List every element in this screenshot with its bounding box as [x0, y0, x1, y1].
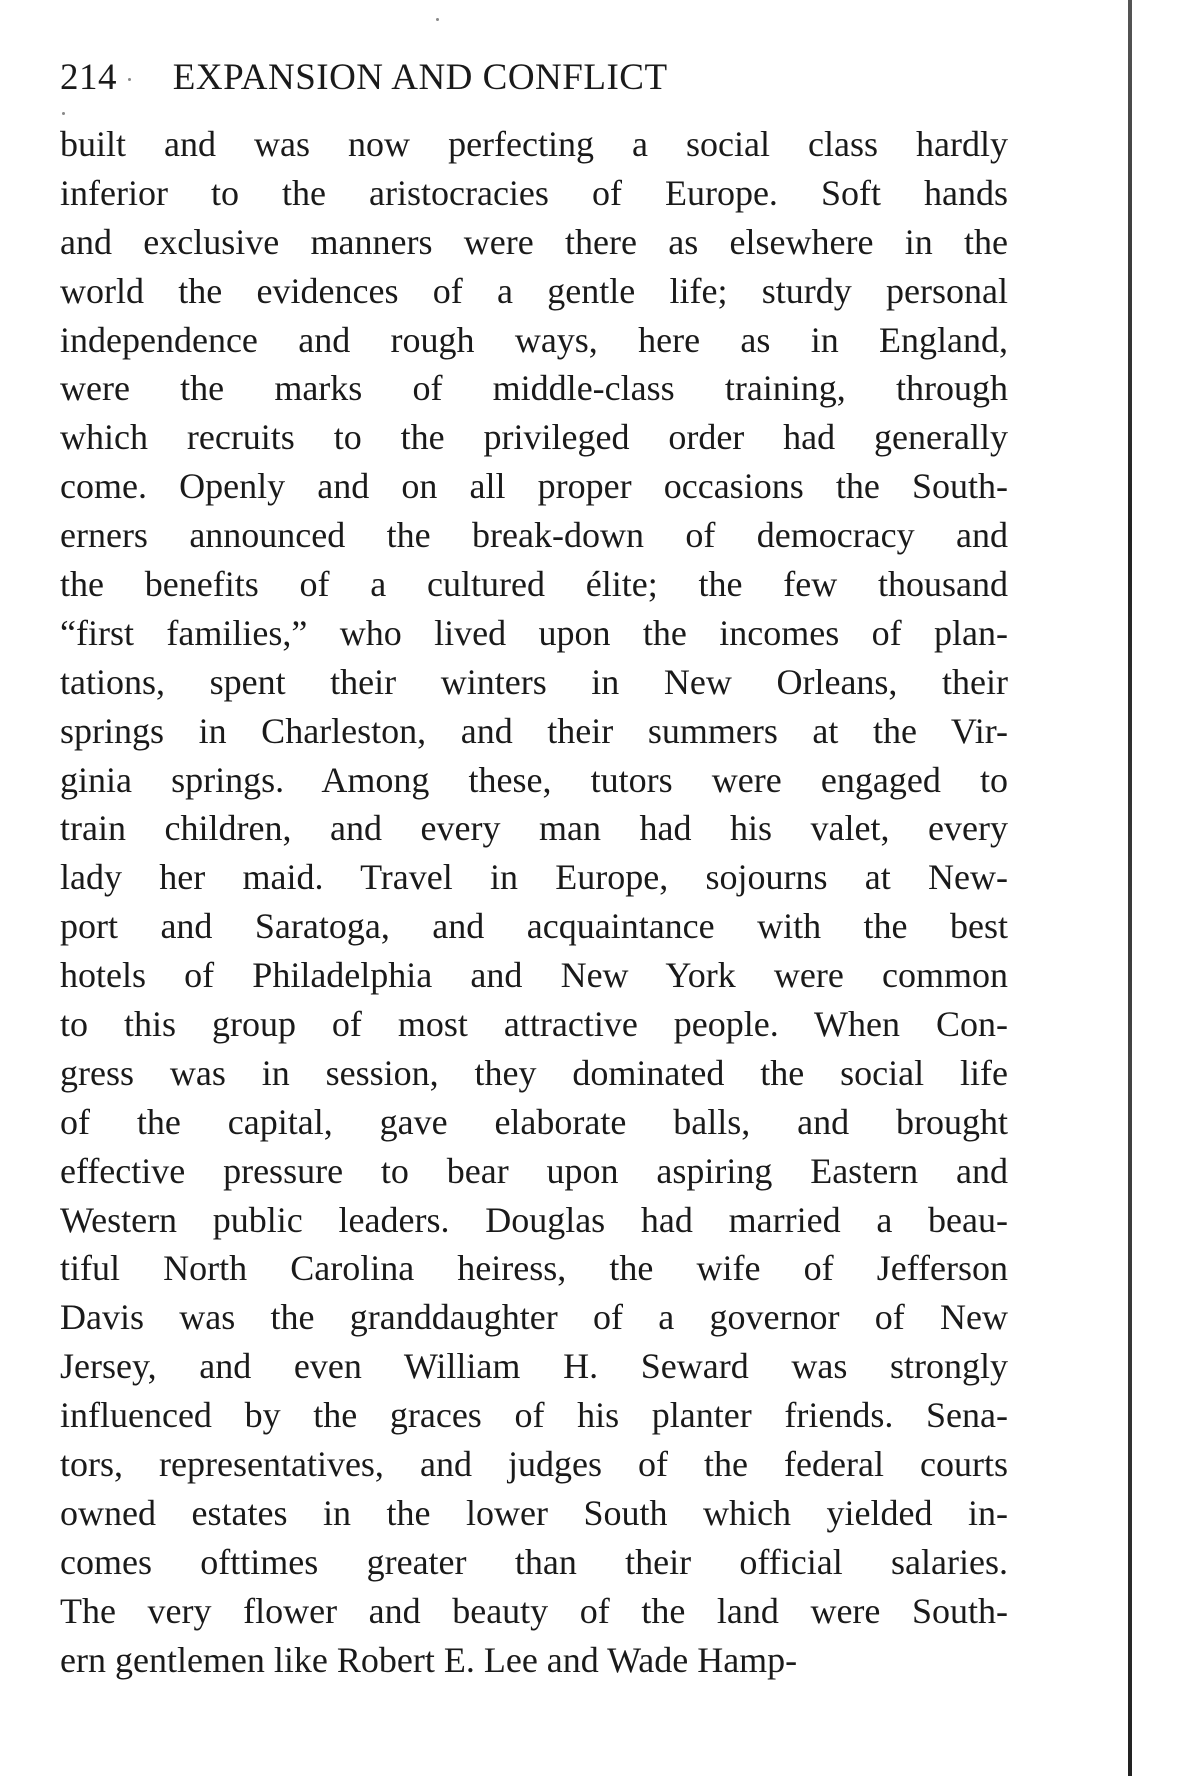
text-line: and exclusive manners were there as elsewhere in the: [60, 221, 1008, 262]
running-head: EXPANSION AND CONFLICT: [172, 57, 668, 98]
text-line: of the capital, gave elaborate balls, and brought: [60, 1101, 1008, 1142]
text-line: independence and rough ways, here as in England,: [60, 319, 1008, 360]
text-line: tations, spent their winters in New Orleans, their: [60, 661, 1008, 702]
text-line: comes ofttimes greater than their official salaries.: [60, 1541, 1008, 1582]
text-line: The very flower and beauty of the land were South-: [60, 1590, 1008, 1631]
text-line: hotels of Philadelphia and New York were common: [60, 955, 1008, 996]
text-line: Davis was the granddaughter of a governor of New: [60, 1297, 1008, 1338]
text-line: erners announced the break-down of democracy and: [60, 515, 1008, 556]
text-line: springs in Charleston, and their summers at the Vir-: [60, 710, 1008, 751]
text-line: tors, representatives, and judges of the federal courts: [60, 1444, 1008, 1485]
margin-speck: [436, 18, 439, 21]
text-line: Western public leaders. Douglas had married a beau-: [60, 1199, 1008, 1240]
text-line: Jersey, and even William H. Seward was strongly: [60, 1346, 1008, 1387]
margin-speck: [128, 78, 131, 81]
text-line: effective pressure to bear upon aspiring Eastern and: [60, 1150, 1008, 1191]
text-line: gress was in session, they dominated the social life: [60, 1052, 1008, 1093]
text-line: which recruits to the privileged order had generally: [60, 417, 1008, 458]
text-line: ginia springs. Among these, tutors were engaged to: [60, 759, 1008, 800]
binding-edge: [1128, 0, 1132, 1776]
text-line: tiful North Carolina heiress, the wife of Jefferson: [60, 1248, 1008, 1289]
text-line: “first families,” who lived upon the incomes of plan-: [60, 612, 1008, 653]
body-text: [60, 120, 1008, 1685]
text-line: owned estates in the lower South which yielded in-: [60, 1492, 1008, 1533]
text-line: were the marks of middle-class training, through: [60, 368, 1008, 409]
text-line: come. Openly and on all proper occasions the South-: [60, 466, 1008, 507]
page-number: 214: [60, 57, 117, 98]
text-line: lady her maid. Travel in Europe, sojourns at New-: [60, 857, 1008, 898]
text-line: world the evidences of a gentle life; sturdy personal: [60, 270, 1008, 311]
page-header: [60, 48, 1020, 108]
text-line: to this group of most attractive people. When Con-: [60, 1004, 1008, 1045]
margin-speck: [62, 112, 65, 115]
text-line: train children, and every man had his valet, every: [60, 808, 1008, 849]
text-line: influenced by the graces of his planter friends. Sena-: [60, 1395, 1008, 1436]
text-line: ern gentlemen like Robert E. Lee and Wade Hamp-: [60, 1639, 798, 1680]
text-line: the benefits of a cultured élite; the few thousand: [60, 564, 1008, 605]
text-line: built and was now perfecting a social class hardly: [60, 124, 1008, 164]
text-line: inferior to the aristocracies of Europe. Soft hands: [60, 172, 1008, 213]
text-line: port and Saratoga, and acquaintance with the best: [60, 906, 1008, 947]
